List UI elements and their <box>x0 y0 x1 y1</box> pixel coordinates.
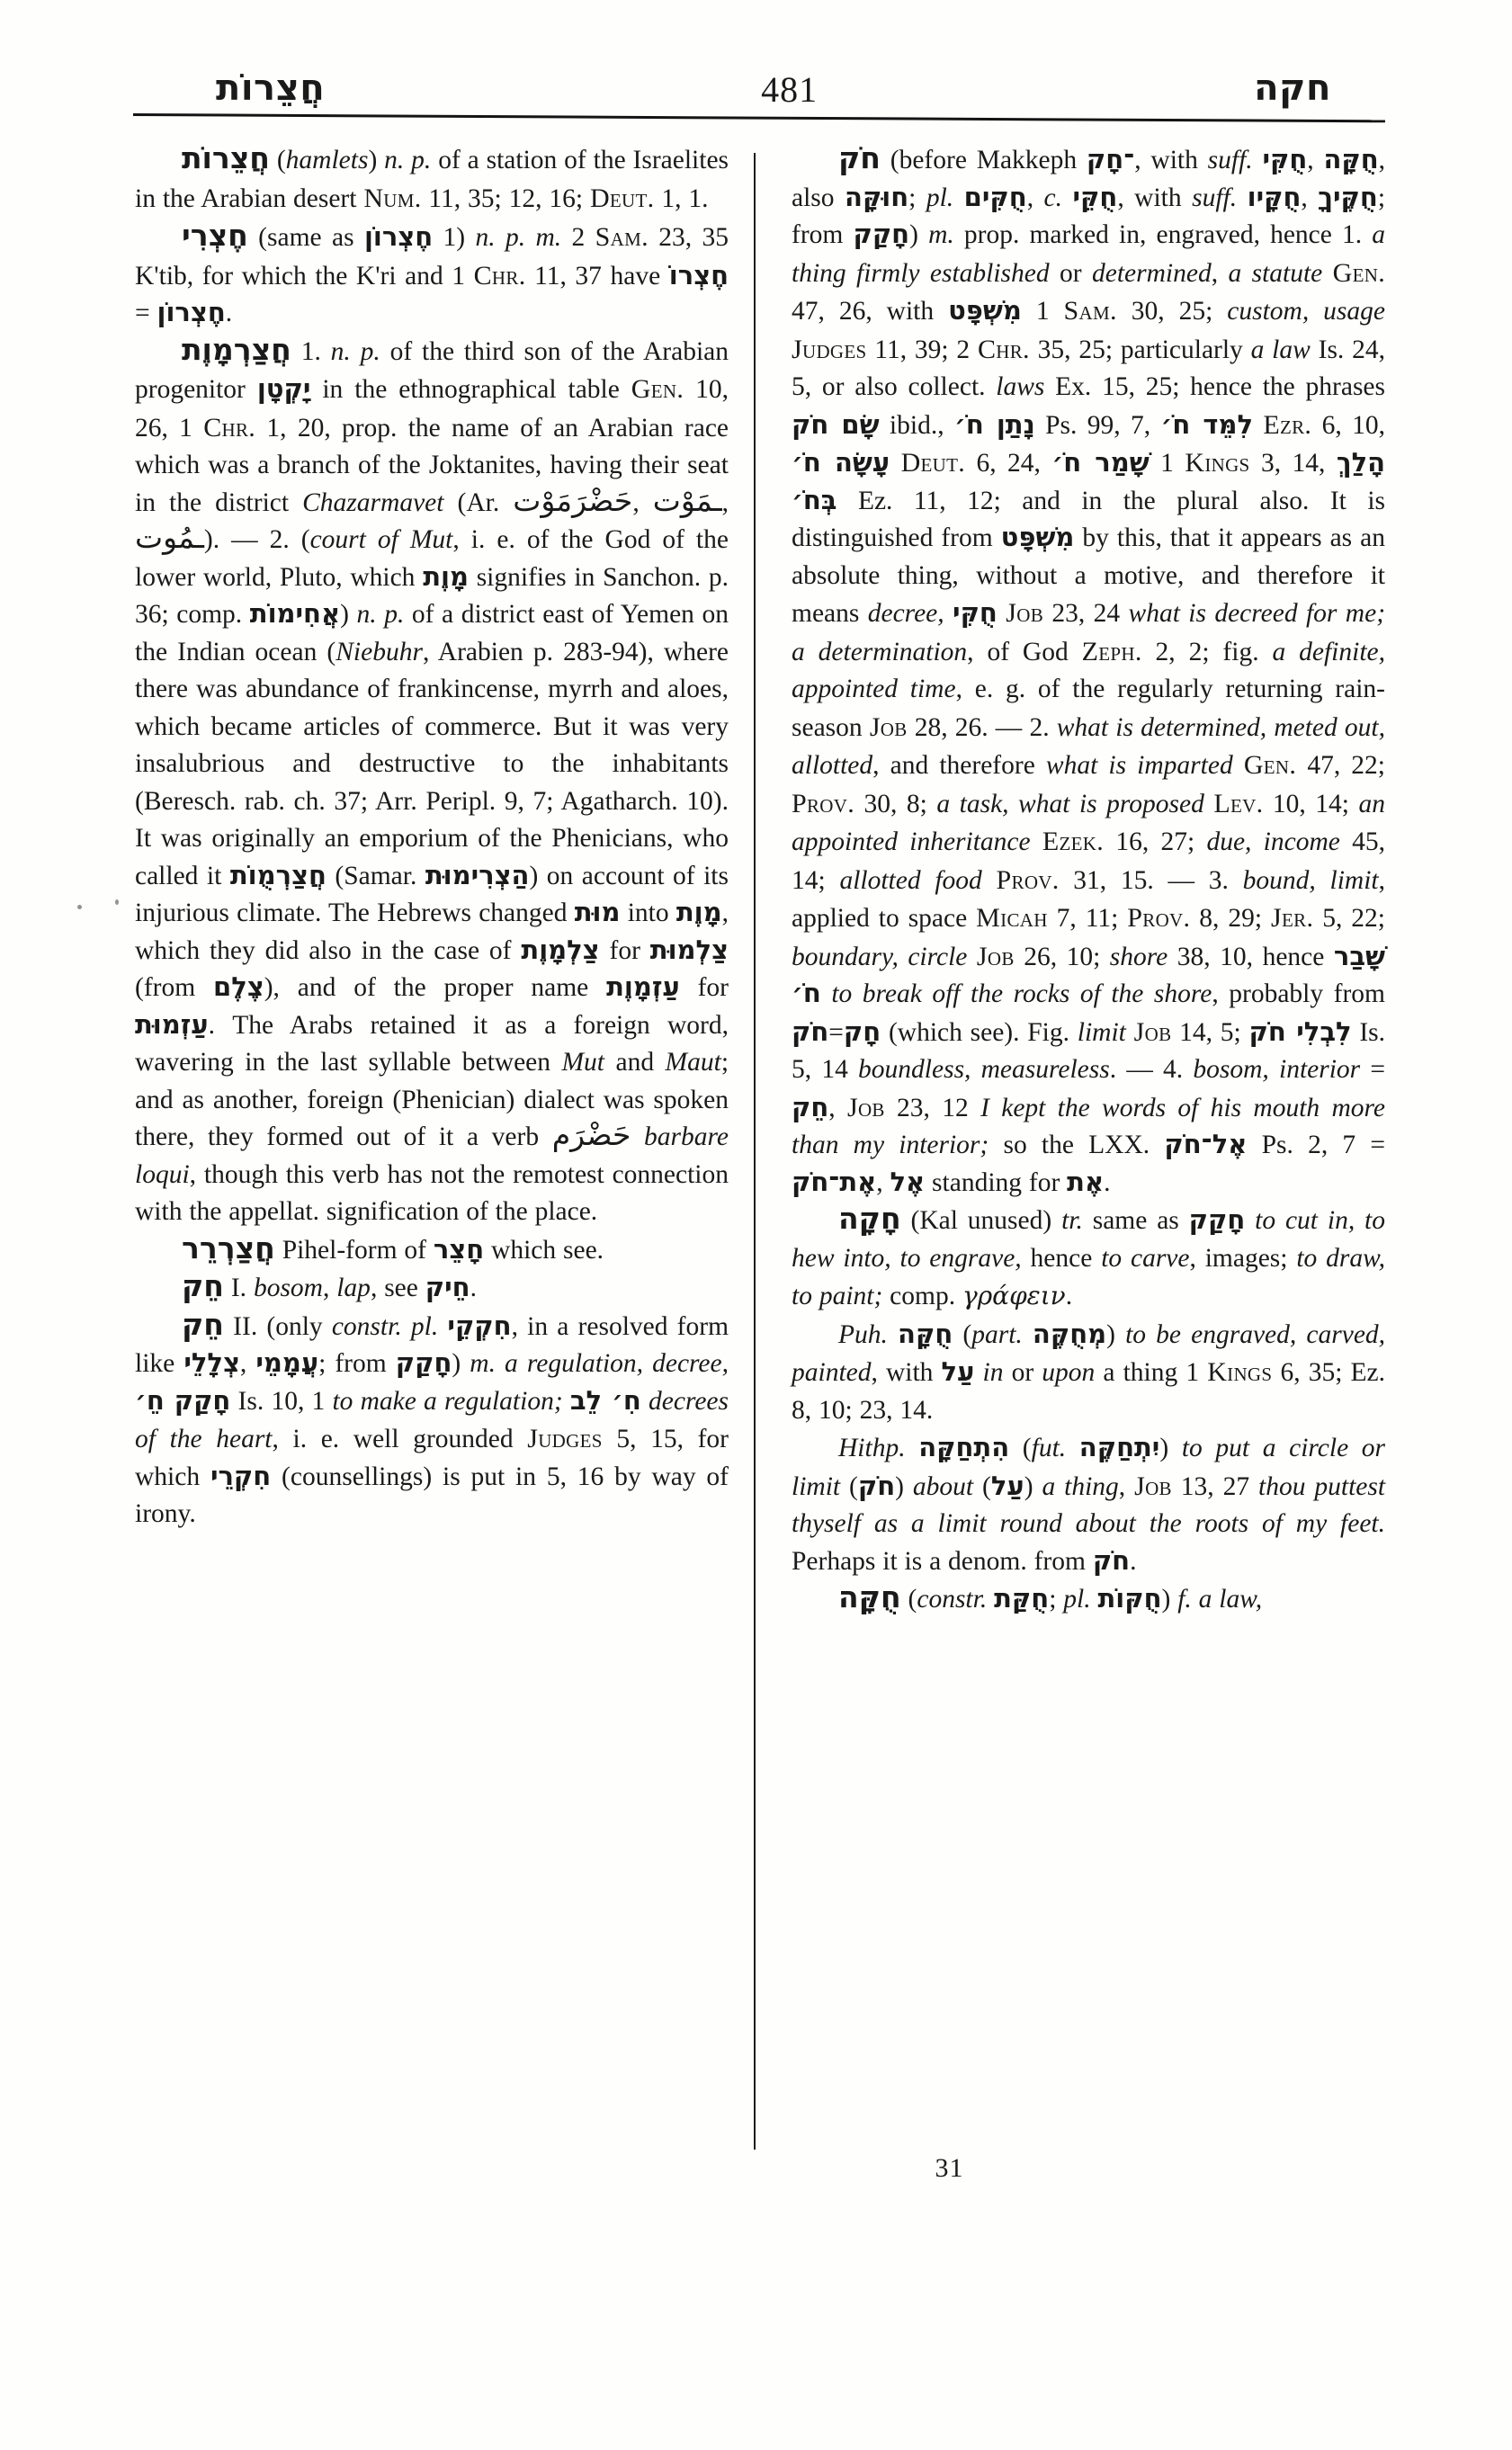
entry-body: Pihel-form of חָצֵר which see. <box>274 1233 604 1265</box>
dictionary-entry <box>792 1430 1385 1580</box>
dictionary-entry <box>792 1203 1385 1316</box>
page-number: 481 <box>761 69 819 110</box>
dictionary-entry <box>792 1581 1385 1619</box>
text-columns <box>135 142 1385 1619</box>
entry-body: (same as חֶצְרוֹן 1) n. p. m. 2 Sam. 23, 35 K'tib, for which the K'ri and 1 Chr. 11, 37 have חֶצְרוֹ = חֶצְרוֹן. <box>135 221 729 327</box>
dictionary-entry <box>135 1229 729 1270</box>
entry-body: הִתְחַקָּה (fut. יִתְחַקֶּה) to put a circle or limit (חֹק) about (עַל) a thing, Job 13, 27 thou puttest thyself as a limit round about the roots of my feet. Perhaps it is a denom. from חֹק. <box>792 1432 1386 1576</box>
header-rule <box>133 113 1385 122</box>
dictionary-entry <box>792 142 1385 1202</box>
running-head <box>135 43 1385 110</box>
right-column <box>792 142 1385 1619</box>
entry-lemma-hebrew: חֶצְרִי <box>182 218 248 253</box>
dictionary-entry <box>792 1317 1385 1430</box>
running-head-left-catchword: חֲצֵרוֹת <box>216 67 326 109</box>
entry-body: II. (only constr. pl. חִקְקֵי, in a resolved form like צְלָלֵי, עֲמָמֵי; from חָקַק) m. a regulation, decree, חָקַק חֵ׳ Is. 10, 1 to make a regulation; חִ׳ לֵב decrees of the heart, i. e. well grounded Judges 5, 15, for which חִקְרֵי (counsellings) is put in 5, 16 by way of irony. <box>135 1310 729 1528</box>
verb-stem-label: Puh. <box>838 1319 888 1349</box>
dictionary-entry <box>135 1270 729 1308</box>
running-head-right-catchword: חקה <box>1254 67 1331 109</box>
entry-body: (Kal unused) tr. same as חָקַק to cut in, to hew into, to engrave, hence to carve, images; to draw, to paint; comp. γράφειν. <box>792 1204 1385 1310</box>
entry-body: (before Makkeph ־חָק, with suff. חֻקִּי, חֻקָּה, also חוּקָּה; pl. חֻקִּים, c. חֻקֵּי, with suff. חֻקָּיו, חֻקֶּיךָ; from חָקַק) m. prop. marked in, engraved, hence 1. a thing firmly established or determined, a statute Gen. 47, 26, with מִשְׁפָּט 1 Sam. 30, 25; custom, usage Judges 11, 39; 2 Chr. 35, 25; particularly a law Is. 24, 5, or also collect. laws Ex. 15, 25; hence the phrases שָׂם חֹק ibid., נָתַן חֹ׳ Ps. 99, 7, לִמֵּד חֹ׳ Ezr. 6, 10, עָשָׂה חֹ׳ Deut. 6, 24, שָׁמַר חֹ׳ 1 Kings 3, 14, הָלַךְ בְּחֹ׳ Ez. 11, 12; and in the plural also. It is distinguished from מִשְׁפָּט by this, that it appears as an absolute thing, without a motive, and therefore it means decree, חֻקִּי Job 23, 24 what is decreed for me; a determination, of God Zeph. 2, 2; fig. a definite, appointed time, e. g. of the regularly returning rain-season Job 28, 26. — 2. what is determined, meted out, allotted, and therefore what is imparted Gen. 47, 22; Prov. 30, 8; a task, what is proposed Lev. 10, 14; an appointed inheritance Ezek. 16, 27; due, income 45, 14; allotted food Prov. 31, 15. — 3. bound, limit, applied to space Micah 7, 11; Prov. 8, 29; Jer. 5, 22; boundary, circle Job 26, 10; shore 38, 10, hence שָׁבַר חֹ׳ to break off the rocks of the shore, probably from חֹק=חָק (which see). Fig. limit Job 14, 5; לִבְלִי חֹק Is. 5, 14 boundless, measureless. — 4. bosom, interior = חֵק, Job 23, 12 I kept the words of his mouth more than my interior; so the LXX. אֶל־חֹק Ps. 2, 7 = אֶת־חֹק, אֶל standing for אֶת. <box>792 144 1386 1197</box>
entry-body: 1. n. p. of the third son of the Arabian progenitor יָקְטָן in the ethnographical table Gen. 10, 26, 1 Chr. 1, 20, prop. the name of an Arabian race which was a branch of the Joktanites, having their seat in the district Chazarmavet (Ar. حَضْرَمَوْت, ـمَوْت, ـمُوت). — 2. (court of Mut, i. e. of the God of the lower world, Pluto, which מָוֶת signifies in Sanchon. p. 36; comp. אֲחִימוֹת) n. p. of a district east of Yemen on the Indian ocean (Niebuhr, Arabien p. 283-94), where there was abundance of frankincense, myrrh and aloes, which became articles of commerce. But it was very insalubrious and destructive to the inhabitants (Beresch. rab. ch. 37; Arr. Peripl. 9, 7; Agatharch. 10). It was originally an emporium of the Phenicians, who called it חֲצַרְמֻוֹת (Samar. הַצְרִימוּת) on account of its injurious climate. The Hebrews changed מוּת into מָוֶת, which they did also in the case of צַלְמָוֶת for צַלְמוּת (from צֶלֶם), and of the proper name עַזְמָוֶת for עַזְמוּת. The Arabs retained it as a foreign word, wavering in the last syllable between Mut and Maut; and as another, foreign (Phenician) dialect was spoken there, they formed out of it a verb حَضْرَم barbare loqui, though this verb has not the remotest connection with the appellat. signification of the place. <box>135 336 729 1226</box>
entry-lemma-hebrew: חֵק <box>182 1268 224 1303</box>
entry-body: (constr. חֻקַּת; pl. חֻקּוֹת) f. a law, <box>900 1583 1263 1614</box>
entry-lemma-hebrew: חֲצֵרוֹת <box>182 140 270 175</box>
entry-lemma-hebrew: חֻקָּה <box>838 1579 901 1614</box>
scan-speck <box>115 899 119 905</box>
entry-body: I. bosom, lap, see חֵיק. <box>223 1272 477 1302</box>
dictionary-entry <box>135 219 729 333</box>
left-column <box>135 142 729 1619</box>
scan-speck <box>77 905 82 909</box>
signature-mark <box>0 2153 1512 2184</box>
entry-lemma-hebrew: חֲצַרְמָוֶת <box>182 331 291 367</box>
entry-lemma-hebrew: חֹק <box>838 140 881 175</box>
entry-lemma-hebrew: חֵק <box>182 1306 224 1342</box>
entry-lemma-hebrew: חָקָה <box>838 1201 901 1236</box>
dictionary-entry <box>135 142 729 218</box>
dictionary-entry <box>135 331 729 1231</box>
verb-stem-label: Hithp. <box>838 1434 906 1462</box>
signature-number: 31 <box>935 2153 964 2183</box>
entry-body: (hamlets) n. p. of a station of the Israelites in the Arabian desert Num. 11, 35; 12, 16; Deut. 1, 1. <box>135 146 729 213</box>
entry-body: חֻקָּה (part. מְחֻקֶּה) to be engraved, carved, painted, with עַל in or upon a thing 1 Kings 6, 35; Ez. 8, 10; 23, 14. <box>792 1318 1386 1425</box>
dictionary-entry <box>135 1306 729 1533</box>
entry-lemma-hebrew: חֲצַרְרֵר <box>182 1229 275 1265</box>
